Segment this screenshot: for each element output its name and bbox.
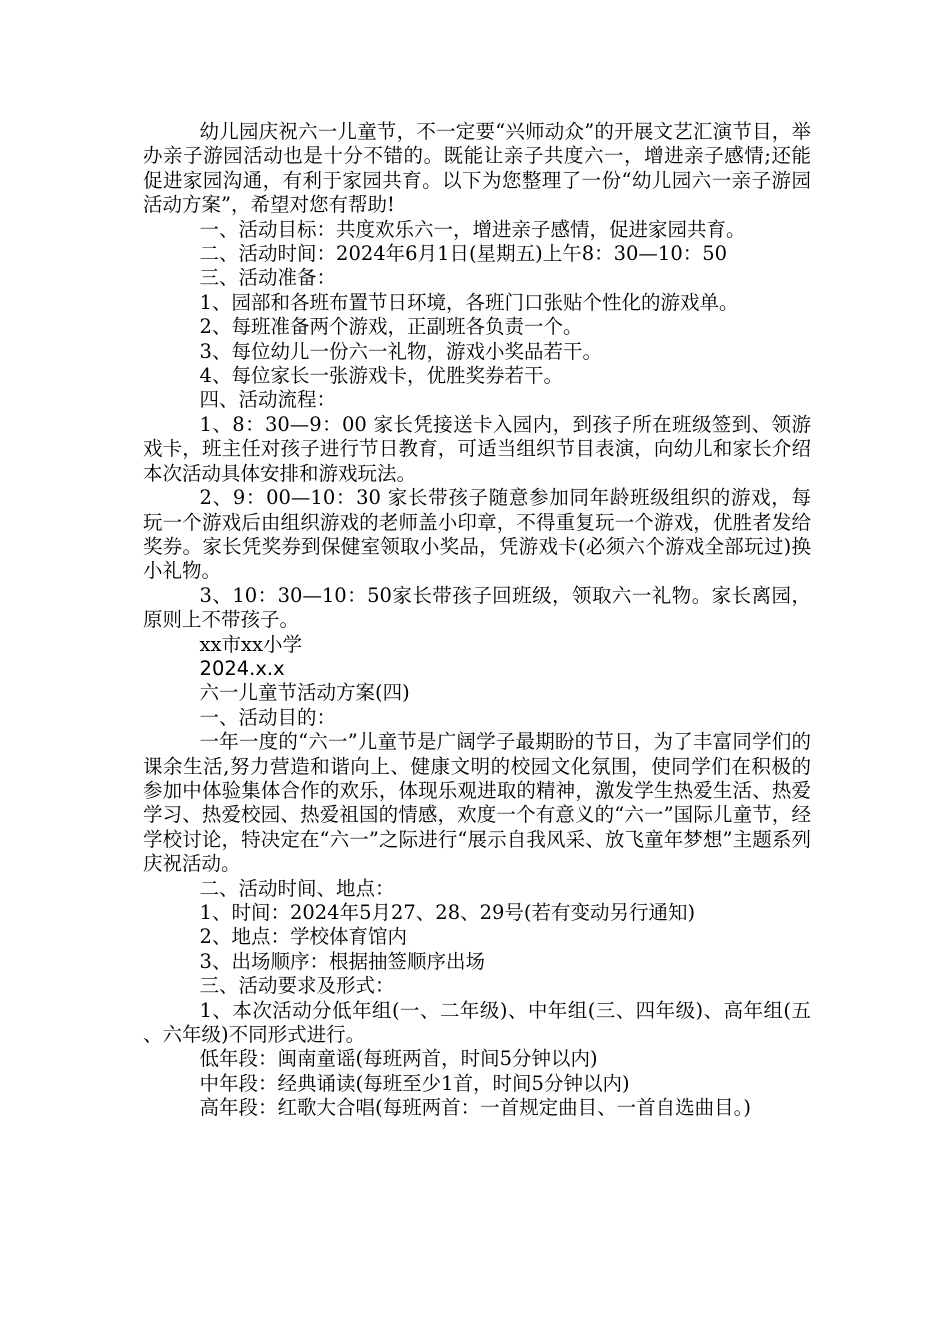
time-place-item-3: 3、出场顺序：根据抽签顺序出场 <box>199 949 485 973</box>
prep-item-1: 1、园部和各班布置节日环境，各班门口张贴个性化的游戏单。 <box>199 290 739 314</box>
signature-school: xx市xx小学 <box>199 632 303 656</box>
flow-item-2: 2、9：00—10：30 家长带孩子随意参加同年龄班级组织的游戏，每玩一个游戏后由组织游戏的老师盖小印章，不得重复玩一个游戏，优胜者发给奖券。家长凭奖券到保健室领取小奖品，凭游戏卡(必须六个游戏全部玩过)换小礼物。 <box>143 486 811 583</box>
document-page <box>143 120 811 1121</box>
purpose-paragraph: 一年一度的“六一”儿童节是广阔学子最期盼的节日，为了丰富同学们的课余生活,努力营造和谐向上、健康文明的校园文化氛围，使同学们在积极的参加中体验集体合作的欢乐，体现乐观进取的精神，激发学生热爱生活、热爱学习、热爱校园、热爱祖国的情感，欢度一个有意义的“六一”国际儿童节，经学校讨论，特决定在“六一”之际进行“展示自我风采、放飞童年梦想”主题系列庆祝活动。 <box>143 730 811 876</box>
prep-heading: 三、活动准备： <box>199 266 337 290</box>
requirements-heading: 三、活动要求及形式： <box>199 974 395 998</box>
purpose-heading: 一、活动目的： <box>199 705 337 729</box>
intro-paragraph: 幼儿园庆祝六一儿童节，不一定要“兴师动众”的开展文艺汇演节目，举办亲子游园活动也是十分不错的。既能让亲子共度六一，增进亲子感情;还能促进家园沟通，有利于家园共育。以下为您整理了一份“幼儿园六一亲子游园活动方案”，希望对您有帮助! <box>143 120 811 217</box>
goal-paragraph: 一、活动目标：共度欢乐六一，增进亲子感情，促进家园共育。 <box>199 217 746 241</box>
prep-item-4: 4、每位家长一张游戏卡，优胜奖券若干。 <box>199 364 563 388</box>
flow-item-3: 3、10：30—10：50家长带孩子回班级，领取六一礼物。家长离园，原则上不带孩子。 <box>143 583 811 632</box>
prep-item-3: 3、每位幼儿一份六一礼物，游戏小奖品若干。 <box>199 339 602 363</box>
mid-grade-line: 中年段：经典诵读(每班至少1首，时间5分钟以内) <box>199 1071 630 1095</box>
prep-item-2: 2、每班准备两个游戏，正副班各负责一个。 <box>199 315 583 339</box>
time-paragraph: 二、活动时间：2024年6月1日(星期五)上午8：30—10：50 <box>199 242 728 266</box>
high-grade-line: 高年段：红歌大合唱(每班两首：一首规定曲目、一首自选曲目。) <box>199 1096 752 1120</box>
section-title: 六一儿童节活动方案(四) <box>199 681 410 705</box>
flow-item-1: 1、8：30—9：00 家长凭接送卡入园内，到孩子所在班级签到、领游戏卡，班主任对孩子进行节日教育，可适当组织节目表演，向幼儿和家长介绍本次活动具体安排和游戏玩法。 <box>143 412 811 485</box>
time-place-item-1: 1、时间：2024年5月27、28、29号(若有变动另行通知) <box>199 901 696 924</box>
low-grade-line: 低年段：闽南童谣(每班两首，时间5分钟以内) <box>199 1047 598 1071</box>
flow-heading: 四、活动流程： <box>199 388 337 412</box>
signature-date: 2024.x.x <box>199 656 285 680</box>
time-place-heading: 二、活动时间、地点： <box>199 876 395 900</box>
requirements-item-1: 1、本次活动分低年组(一、二年级)、中年组(三、四年级)、高年组(五、六年级)不同形式进行。 <box>143 998 811 1047</box>
time-place-item-2: 2、地点：学校体育馆内 <box>199 925 407 949</box>
